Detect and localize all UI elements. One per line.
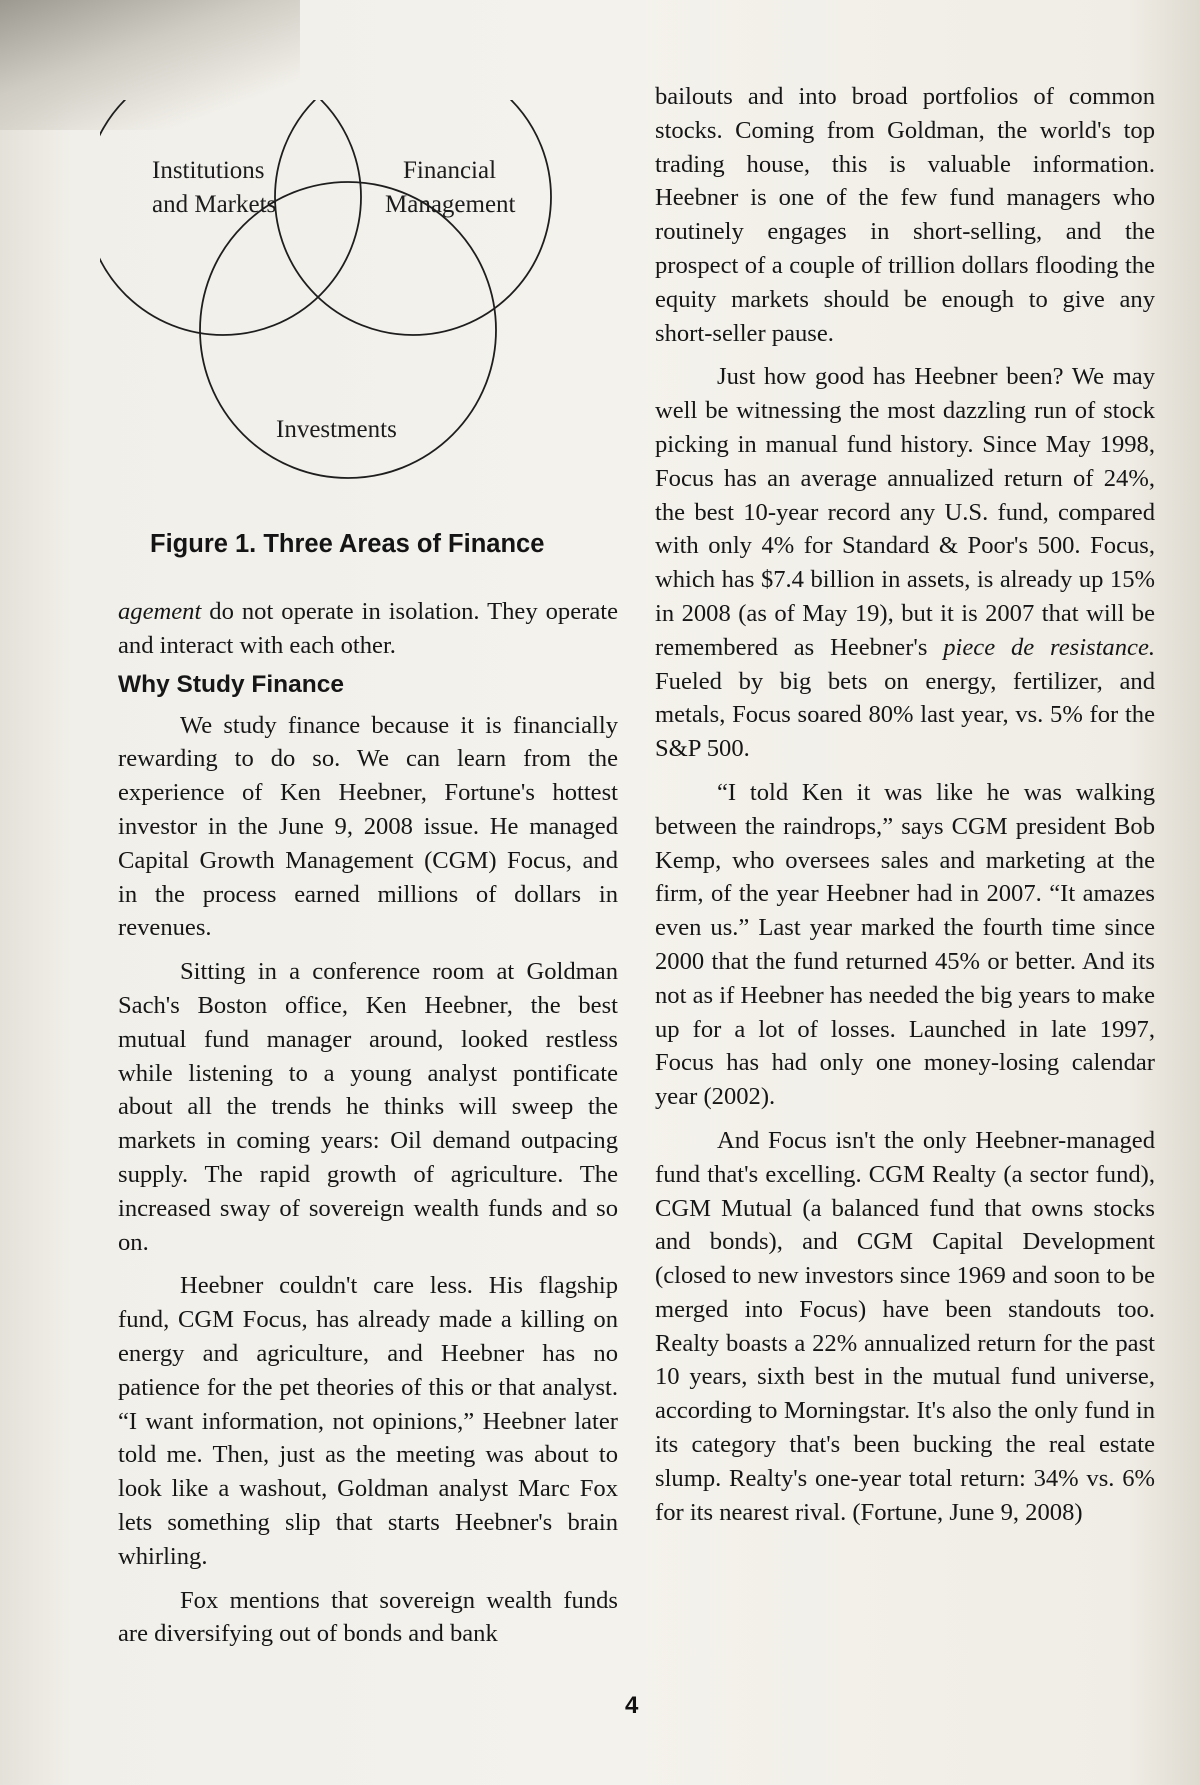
right-column [655,80,1155,1529]
right-paragraph-4: And Focus isn't the only Heebner-managed fund that's excelling. CGM Realty (a sector fund), CGM Mutual (a balanced fund that owns stocks and bonds), and CGM Capital Development (closed to new investors since 1969 and soon to be merged into Focus) have been standouts too. Realty boasts a 22% annualized return for the past 10 years, sixth best in the mutual fund universe, according to Morningstar. It's also the only fund in its category that's been bucking the real estate slump. Realty's one-year total return: 34% vs. 6% for its nearest rival. (Fortune, June 9, 2008) [655,1126,1155,1526]
page-number: 4 [625,1692,639,1719]
label-financial-line1: Financial [403,157,497,184]
right-p2-italic: piece de resistance. [943,633,1156,661]
section-heading: Why Study Finance [118,670,344,698]
left-column [118,595,618,1651]
left-p0-italic: agement [118,598,202,625]
right-p2-text-a: Just how good has Heebner been? We may well be witnessing the most dazzling run of stock picking in manual fund history. Since May 1998, Focus has an average annualized return of 24%, the best 10-year record any U.S. fund, compared with only 4% for Standard & Poor's 500. Focus, which has $7.4 billion in assets, is already up 15% in 2008 (as of May 19), but it is 2007 that will be remembered as Heebner's [655,363,1155,661]
right-p2-text-b: Fueled by big bets on energy, fertilizer, and metals, Focus soared 80% last year, vs. 5% for the S&P 500. [655,667,1155,763]
left-paragraph-3: Heebner couldn't care less. His flagship fund, CGM Focus, has already made a killing on energy and agriculture, and Heebner has no patience for the pet theories of this or that analyst. “I want information, not opinions,” Heebner later told me. Then, just as the meeting was about to look like a washout, Goldman analyst Marc Fox lets something slip that starts Heebner's brain whirling. [118,1272,618,1570]
label-investments: Investments [276,416,397,443]
label-institutions-line2: and Markets [152,191,277,218]
right-paragraph-2 [655,360,1155,766]
left-paragraph-4: Fox mentions that sovereign wealth funds are diversifying out of bonds and bank [118,1586,618,1648]
left-paragraph-2: Sitting in a conference room at Goldman Sach's Boston office, Ken Heebner, the best mutual fund manager around, looked restless while listening to a young analyst pontificate about all the trends he thinks will sweep the markets in coming years: Oil demand outpacing supply. The rapid growth of agriculture. The increased sway of sovereign wealth funds and so on. [118,958,618,1256]
left-paragraph-0 [118,595,618,663]
venn-diagram [100,100,600,520]
right-paragraph-3: “I told Ken it was like he was walking between the raindrops,” says CGM president Bob Kemp, who oversees sales and marketing at the firm, of the year Heebner had in 2007. “It amazes even us.” Last year marked the fourth time since 2000 that the fund returned 45% or better. And its not as if Heebner has needed the big years to make up for a lot of losses. Launched in late 1997, Focus has had only one money-losing calendar year (2002). [655,778,1155,1111]
left-p0-text: do not operate in isolation. They operate and interact with each other. [118,598,618,659]
right-paragraph-1: bailouts and into broad portfolios of common stocks. Coming from Goldman, the world's top trading house, this is valuable information. Heebner is one of the few fund managers who routinely engages in short-selling, and the prospect of a couple of trillion dollars flooding the equity markets should be enough to give any short-seller pause. [655,83,1155,347]
label-financial-line2: Management [385,191,516,218]
figure-caption: Figure 1. Three Areas of Finance [150,530,545,558]
label-institutions-line1: Institutions [152,157,265,184]
left-paragraph-1: We study finance because it is financially rewarding to do so. We can learn from the experience of Ken Heebner, Fortune's hottest investor in the June 9, 2008 issue. He managed Capital Growth Management (CGM) Focus, and in the process earned millions of dollars in revenues. [118,711,618,942]
